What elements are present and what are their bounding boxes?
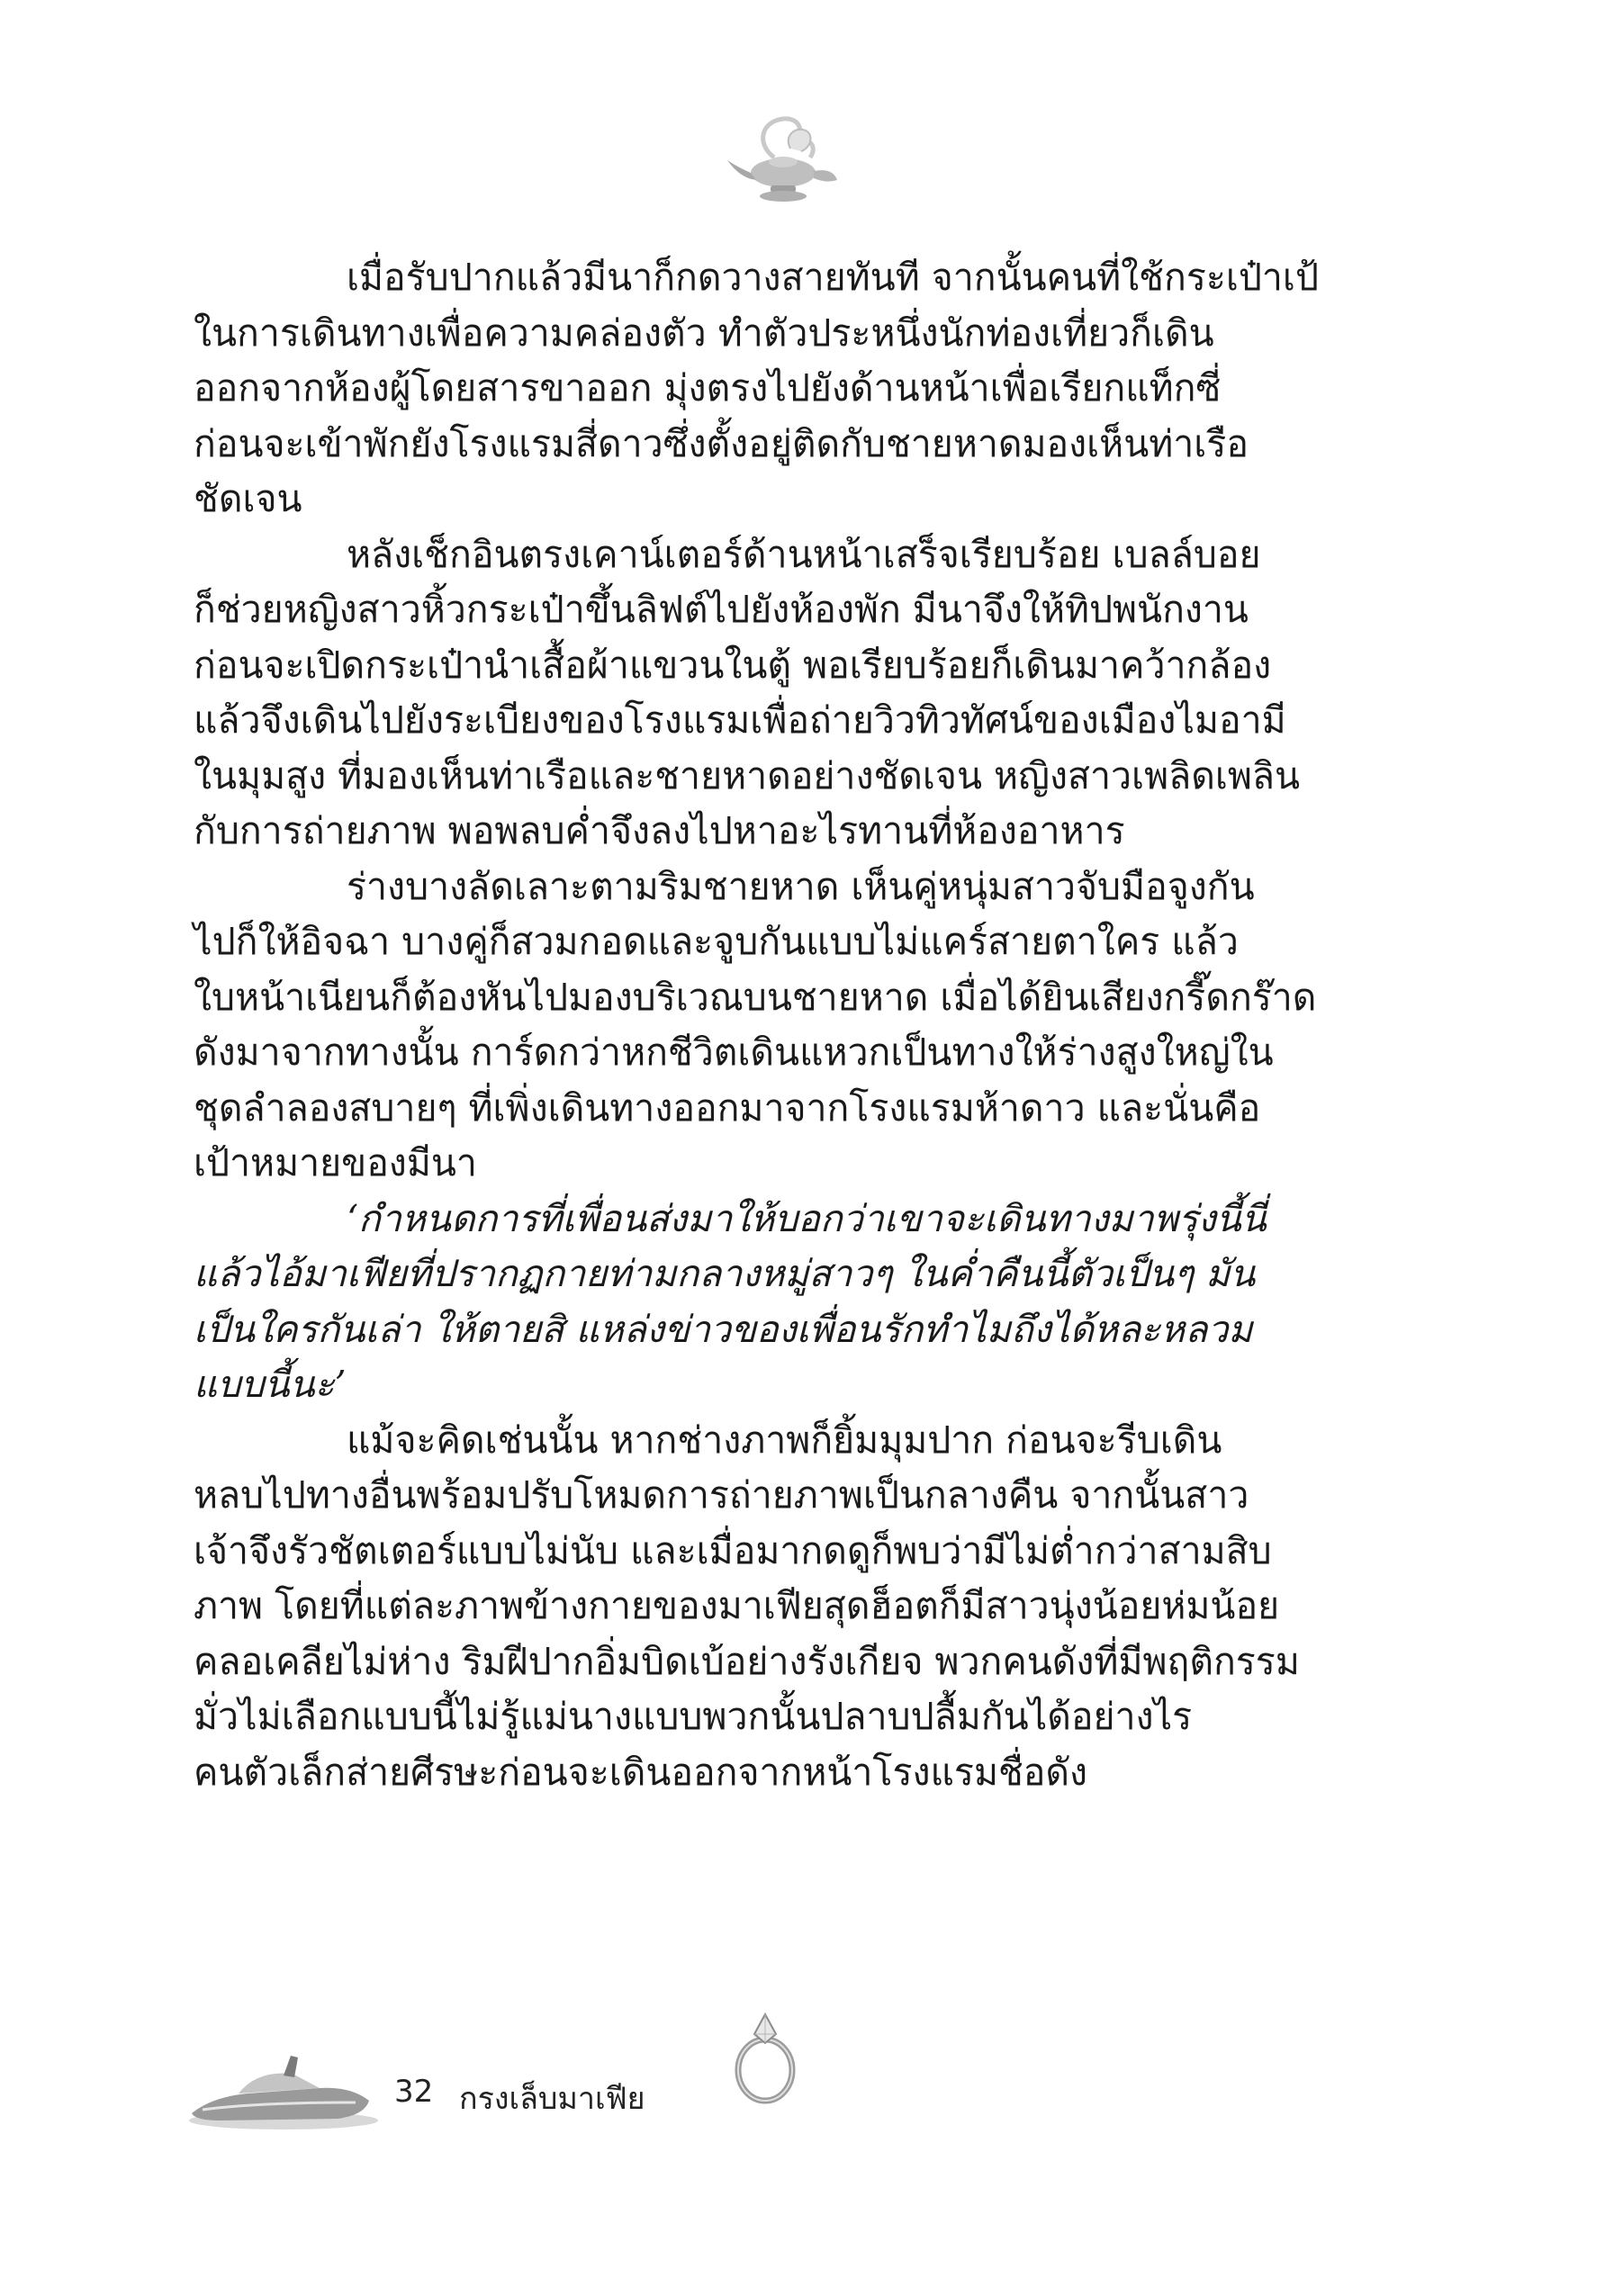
text-line: ‘กำหนดการที่เพื่อนส่งมาให้บอกว่าเขาจะเดินทางมาพรุ่งนี้นี่ [347, 1196, 1267, 1240]
text-line: แล้วจึงเดินไปยังระเบียงของโรงแรมเพื่อถ่ายวิวทิวทัศน์ของเมืองไมอามี [194, 698, 1286, 742]
text-line: หลังเช็กอินตรงเคาน์เตอร์ด้านหน้าเสร็จเรียบร้อย เบลล์บอย [347, 532, 1261, 576]
text-line: ในมุมสูง ที่มองเห็นท่าเรือและชายหาดอย่างชัดเจน หญิงสาวเพลิดเพลิน [194, 753, 1301, 797]
text-line: ก่อนจะเข้าพักยังโรงแรมสี่ดาวซึ่งตั้งอยู่ติดกับชายหาดมองเห็นท่าเรือ [194, 421, 1249, 465]
text-line: ร่างบางลัดเลาะตามริมชายหาด เห็นคู่หนุ่มสาวจับมือจูงกัน [347, 864, 1255, 908]
diamond-ring-icon [725, 2007, 806, 2106]
text-line: ดังมาจากทางนั้น การ์ดกว่าหกชีวิตเดินแหวกเป็นทางให้ร่างสูงใหญ่ใน [194, 1031, 1274, 1074]
jet-ski-icon [185, 2043, 383, 2133]
text-line: ไปก็ให้อิจฉา บางคู่ก็สวมกอดและจูบกันแบบไม่แคร์สายตาใคร แล้ว [194, 920, 1239, 963]
text-line: คลอเคลียไม่ห่าง ริมฝีปากอิ่มบิดเบ้อย่างรังเกียจ พวกคนดังที่มีพฤติกรรม [194, 1639, 1300, 1683]
text-line: ชุดลำลองสบายๆ ที่เพิ่งเดินทางออกมาจากโรงแรมห้าดาว และนั่นคือ [194, 1085, 1261, 1130]
paragraph [194, 860, 1323, 1192]
text-line: ชัดเจน [194, 477, 302, 520]
text-line: เป็นใครกันเล่า ให้ตายสิ แหล่งข่าวของเพื่อนรักทำไมถึงได้หละหลวม [194, 1307, 1253, 1351]
text-line: เป้าหมายของมีนา [194, 1141, 477, 1184]
text-line: หลบไปทางอื่นพร้อมปรับโหมดการถ่ายภาพเป็นกลางคืน จากนั้นสาว [194, 1473, 1249, 1517]
text-line: แล้วไอ้มาเฟียที่ปรากฏกายท่ามกลางหมู่สาวๆ ในค่ำคืนนี้ตัวเป็นๆ มัน [194, 1252, 1256, 1295]
paragraph [194, 527, 1323, 860]
paragraph [194, 1413, 1323, 1801]
text-line: แบบนี้นะ’ [194, 1363, 347, 1406]
text-line: ก็ช่วยหญิงสาวหิ้วกระเป๋าขึ้นลิฟต์ไปยังห้องพัก มีนาจึงให้ทิปพนักงาน [194, 588, 1249, 631]
text-line: ออกจากห้องผู้โดยสารขาออก มุ่งตรงไปยังด้านหน้าเพื่อเรียกแท็กซี่ [194, 366, 1222, 410]
page-footer [0, 2007, 1605, 2187]
text-line: เมื่อรับปากแล้วมีนาก็กดวางสายทันที จากนั้นคนที่ใช้กระเป๋าเป้ [347, 256, 1319, 299]
text-line: คนตัวเล็กส่ายศีรษะก่อนจะเดินออกจากหน้าโรงแรมชื่อดัง [194, 1750, 1088, 1794]
genie-lamp-icon [720, 108, 855, 216]
book-title: กรงเล็บมาเฟีย [459, 2081, 645, 2117]
text-line: แม้จะคิดเช่นนั้น หากช่างภาพก็ยิ้มมุมปาก ก่อนจะรีบเดิน [347, 1418, 1222, 1462]
paragraph [194, 250, 1323, 527]
text-line: เจ้าจึงรัวชัตเตอร์แบบไม่นับ และเมื่อมากดดูก็พบว่ามีไม่ต่ำกว่าสามสิบ [194, 1528, 1272, 1572]
page-number: 32 [394, 2074, 434, 2110]
text-line: กับการถ่ายภาพ พอพลบค่ำจึงลงไปหาอะไรทานที่ห้องอาหาร [194, 809, 1125, 852]
text-line: ก่อนจะเปิดกระเป๋านำเสื้อผ้าแขวนในตู้ พอเรียบร้อยก็เดินมาคว้ากล้อง [194, 643, 1272, 687]
text-line: ในการเดินทางเพื่อความคล่องตัว ทำตัวประหนึ่งนักท่องเที่ยวก็เดิน [194, 311, 1214, 355]
text-line: มั่วไม่เลือกแบบนี้ไม่รู้แม่นางแบบพวกนั้นปลาบปลื้มกันได้อย่างไร [194, 1695, 1193, 1738]
text-line: ใบหน้าเนียนก็ต้องหันไปมองบริเวณบนชายหาด เมื่อได้ยินเสียงกรี๊ดกร๊าด [194, 975, 1317, 1019]
inner-thought-paragraph [194, 1192, 1323, 1413]
chapter-body [194, 250, 1323, 1800]
text-line: ภาพ โดยที่แต่ละภาพข้างกายของมาเฟียสุดฮ็อตก็มีสาวนุ่งน้อยห่มน้อย [194, 1584, 1280, 1627]
